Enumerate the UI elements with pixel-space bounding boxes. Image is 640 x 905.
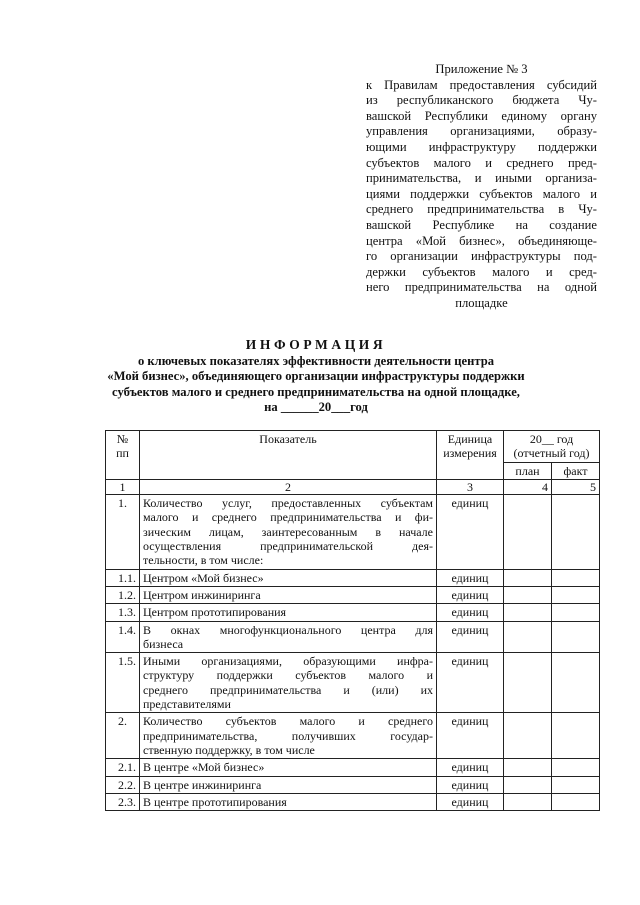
row-fact-cell[interactable] [552,713,600,759]
indicator-line: тельности, в том числе: [143,553,264,568]
row-indicator [140,713,437,759]
row-fact-cell[interactable] [552,776,600,793]
index-cell: 1 [106,479,140,494]
appendix-block [366,62,597,312]
row-indicator [140,759,437,776]
row-plan-cell[interactable] [504,495,552,569]
index-cell: 4 [504,479,552,494]
document-heading [90,337,542,416]
indicator-line: Центром прототипирования [143,605,287,620]
index-cell: 2 [140,479,437,494]
appendix-line: среднего предпринимательства в Чу- [366,202,597,217]
indicator-line: В окнах многофункционального центра для [143,622,433,637]
header-plan: план [504,462,552,479]
row-fact-cell[interactable] [552,759,600,776]
appendix-line: центра «Мой бизнес», объединяюще- [366,233,597,248]
header-unit: Единица измерения [437,431,504,480]
indicator-line: В центре «Мой бизнес» [143,760,265,775]
heading-title: ИНФОРМАЦИЯ [245,337,387,352]
appendix-line: него предпринимательства на одной [366,280,597,295]
kpi-table [105,430,600,811]
index-cell: 5 [552,479,600,494]
row-fact-cell[interactable] [552,604,600,621]
indicator-line: Количество услуг, предоставленных субъектам [143,496,433,511]
row-unit: единиц [437,495,504,569]
table-row [106,793,600,810]
indicator-line: Центром «Мой бизнес» [143,570,264,585]
row-plan-cell[interactable] [504,621,552,653]
indicator-line: Количество субъектов малого и среднего [143,714,433,729]
appendix-line: к Правилам предоставления субсидий [366,77,597,92]
heading-line: на ______20___год [264,400,368,414]
row-indicator [140,604,437,621]
header-year: 20__ год (отчетный год) [504,431,600,463]
row-number: 2.1. [106,759,140,776]
appendix-line: го организации инфраструктуры под- [366,249,597,264]
row-number: 2. [106,713,140,759]
row-indicator [140,653,437,713]
table-row [106,495,600,569]
row-plan-cell[interactable] [504,776,552,793]
row-plan-cell[interactable] [504,569,552,586]
row-plan-cell[interactable] [504,713,552,759]
header-indicator: Показатель [140,431,437,480]
row-unit: единиц [437,713,504,759]
appendix-line: держки субъектов малого и сред- [366,264,597,279]
row-indicator [140,586,437,603]
row-unit: единиц [437,653,504,713]
indicator-line: В центре инжиниринга [143,777,262,792]
table-row [106,776,600,793]
row-indicator [140,793,437,810]
row-fact-cell[interactable] [552,621,600,653]
row-number: 1.3. [106,604,140,621]
indicator-line: ственную поддержку, в том числе [143,742,315,757]
row-fact-cell[interactable] [552,586,600,603]
table-header-row [106,431,600,463]
row-unit: единиц [437,621,504,653]
row-unit: единиц [437,569,504,586]
row-indicator [140,621,437,653]
appendix-line: вашской Республике на создание [366,217,597,232]
table-row [106,653,600,713]
row-unit: единиц [437,586,504,603]
indicator-line: структуру поддержки субъектов малого и [143,668,433,683]
indicator-line: малого и среднего предпринимательства и фи- [143,510,433,525]
indicator-line: представителями [143,697,231,712]
row-fact-cell[interactable] [552,793,600,810]
index-cell: 3 [437,479,504,494]
indicator-line: зическим лицам, заинтересованным в начале [143,524,433,539]
indicator-line: Иными организациями, образующими инфра- [143,654,433,669]
appendix-text [366,78,597,312]
table-row [106,569,600,586]
row-plan-cell[interactable] [504,604,552,621]
row-number: 1.5. [106,653,140,713]
table-row [106,586,600,603]
row-plan-cell[interactable] [504,586,552,603]
table-row [106,621,600,653]
header-num: № пп [106,431,140,480]
row-number: 2.2. [106,776,140,793]
row-unit: единиц [437,776,504,793]
appendix-line: принимательства, и иными организа- [366,171,597,186]
row-fact-cell[interactable] [552,495,600,569]
row-fact-cell[interactable] [552,653,600,713]
row-plan-cell[interactable] [504,653,552,713]
appendix-line: вашской Республики единому органу [366,108,597,123]
table-row [106,713,600,759]
row-unit: единиц [437,793,504,810]
row-number: 1.2. [106,586,140,603]
indicator-line: предпринимательства, получивших государ- [143,728,433,743]
column-index-row [106,479,600,494]
row-plan-cell[interactable] [504,793,552,810]
table-row [106,604,600,621]
indicator-line: среднего предпринимательства и (или) их [143,682,433,697]
appendix-title: Приложение № 3 [435,62,528,76]
appendix-line: ющими инфраструктуру поддержки [366,139,597,154]
appendix-line: субъектов малого и среднего пред- [366,155,597,170]
appendix-line: площадке [455,295,508,310]
heading-line: о ключевых показателях эффективности деятельности центра [137,353,495,368]
heading-line: «Мой бизнес», объединяющего организации инфраструктуры поддержки [107,369,525,383]
row-number: 1.4. [106,621,140,653]
indicator-line: осуществления предпринимательской дея- [143,539,433,554]
row-fact-cell[interactable] [552,569,600,586]
indicator-line: бизнеса [143,636,184,651]
heading-line: субъектов малого и среднего предпринимательства на одной площадке, [112,384,520,399]
header-fact: факт [552,462,600,479]
row-indicator [140,495,437,569]
row-plan-cell[interactable] [504,759,552,776]
table-row [106,759,600,776]
appendix-line: циями поддержки субъектов малого и [366,186,597,201]
row-unit: единиц [437,759,504,776]
row-number: 1.1. [106,569,140,586]
row-unit: единиц [437,604,504,621]
row-number: 1. [106,495,140,569]
appendix-line: из республиканского бюджета Чу- [366,93,597,108]
indicator-line: В центре прототипирования [143,794,287,809]
row-indicator [140,569,437,586]
indicator-line: Центром инжиниринга [143,587,261,602]
row-number: 2.3. [106,793,140,810]
appendix-line: управления организациями, образу- [366,124,597,139]
row-indicator [140,776,437,793]
